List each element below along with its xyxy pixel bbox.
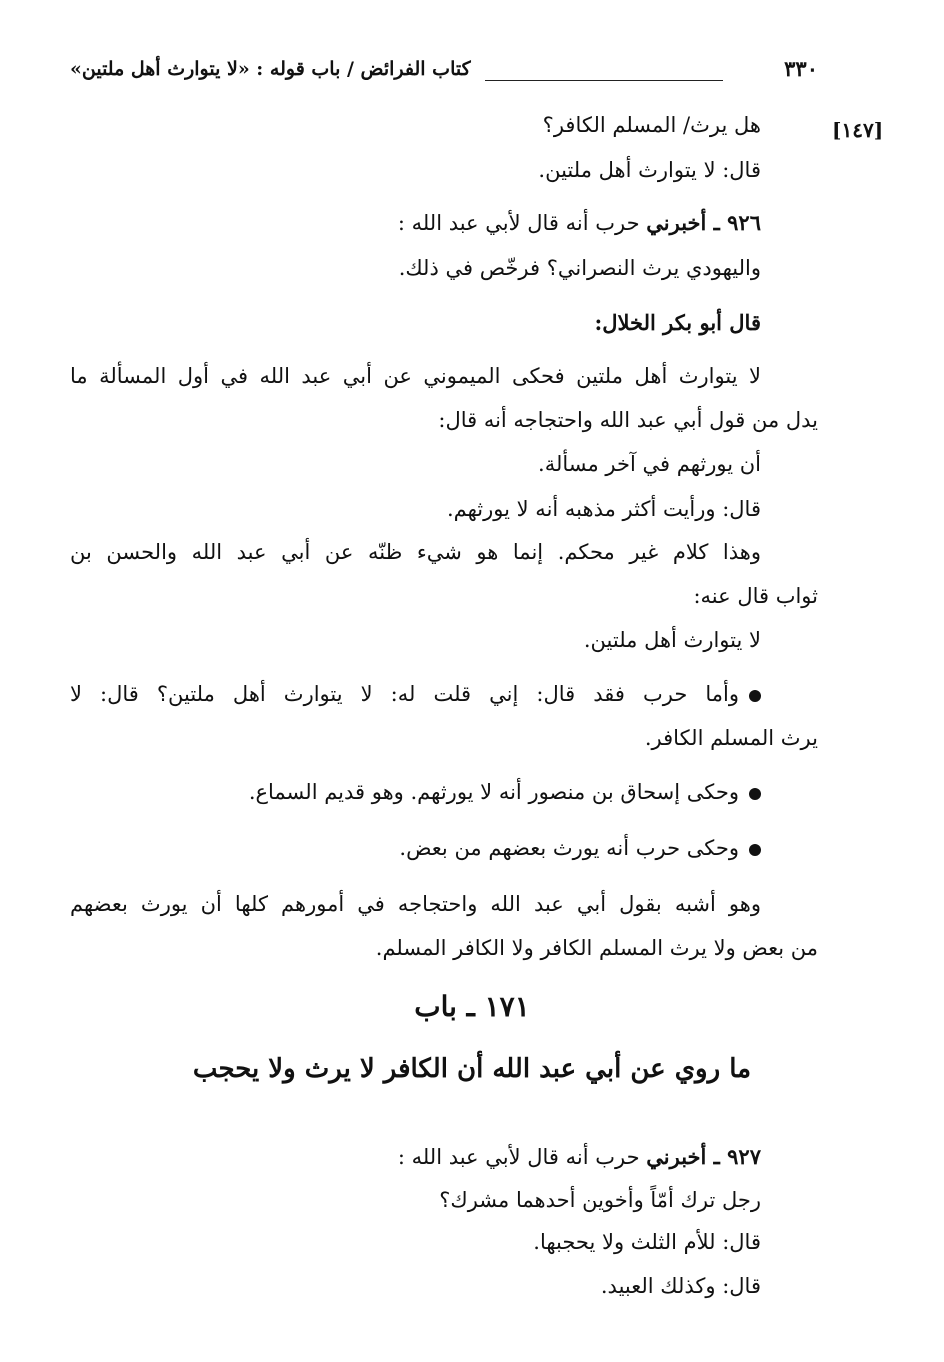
bullet-paragraph: وحكى حرب أنه يورث بعضهم من بعض. (399, 836, 761, 860)
header-rule (485, 80, 723, 81)
narration-number: ٩٢٧ ـ أخبرني (646, 1144, 761, 1169)
narration-text: حرب أنه قال لأبي عبد الله : (397, 1145, 640, 1169)
text-line: رجل ترك أمّاً وأخوين أحدهما مشرك؟ (439, 1188, 761, 1212)
text-line: لا يتوارث أهل ملتين فحكى الميموني عن أبي عبد الله في أول المسألة ما (70, 364, 761, 388)
text-line: يدل من قول أبي عبد الله واحتجاجه أنه قال: (438, 408, 818, 432)
running-title: كتاب الفرائض / باب قوله : «لا يتوارث أهل ملتين» (70, 58, 471, 80)
text-line: وهذا كلام غير محكم. إنما هو شيء ظنّه عن أبي عبد الله والحسن بن (70, 540, 761, 564)
text-line: واليهودي يرث النصراني؟ فرخّص في ذلك. (398, 256, 761, 280)
bullet-icon (749, 690, 761, 702)
chapter-number: ١٧١ ـ باب (414, 990, 530, 1023)
bullet-icon (749, 844, 761, 856)
text-line: قال: لا يتوارث أهل ملتين. (538, 158, 761, 182)
text-line: لا يتوارث أهل ملتين. (583, 628, 761, 652)
section-heading: قال أبو بكر الخلال: (594, 310, 761, 335)
narration-926 (398, 210, 761, 235)
chapter-title: ما روي عن أبي عبد الله أن الكافر لا يرث ولا يحجب (192, 1054, 752, 1084)
bullet-paragraph: وأما حرب فقد قال: إني قلت له: لا يتوارث أهل ملتين؟ قال: لا (70, 682, 761, 706)
narration-number: ٩٢٦ ـ أخبرني (646, 210, 761, 235)
page-number: ٣٣٠ (784, 56, 818, 81)
running-header (70, 58, 818, 90)
text-line: قال: وكذلك العبيد. (600, 1274, 761, 1298)
bullet-icon (749, 788, 761, 800)
text-line: يرث المسلم الكافر. (644, 726, 818, 750)
text-line: ثواب قال عنه: (693, 584, 818, 608)
text-line: قال: للأم الثلث ولا يحجبها. (533, 1230, 761, 1254)
text-line: أن يورثهم في آخر مسألة. (538, 452, 761, 476)
text-line: هل يرث/ المسلم الكافر؟ (542, 113, 761, 137)
narration-927 (398, 1144, 761, 1169)
bullet-paragraph: وحكى إسحاق بن منصور أنه لا يورثهم. وهو قديم السماع. (249, 780, 761, 804)
margin-reference: [١٤٧] (832, 118, 884, 142)
narration-text: حرب أنه قال لأبي عبد الله : (397, 211, 640, 235)
text-line: وهو أشبه بقول أبي عبد الله واحتجاجه في أمورهم كلها أن يورث بعضهم (70, 892, 761, 916)
text-line: من بعض ولا يرث المسلم الكافر ولا الكافر المسلم. (375, 936, 818, 960)
text-line: قال: ورأيت أكثر مذهبه أنه لا يورثهم. (446, 497, 761, 521)
